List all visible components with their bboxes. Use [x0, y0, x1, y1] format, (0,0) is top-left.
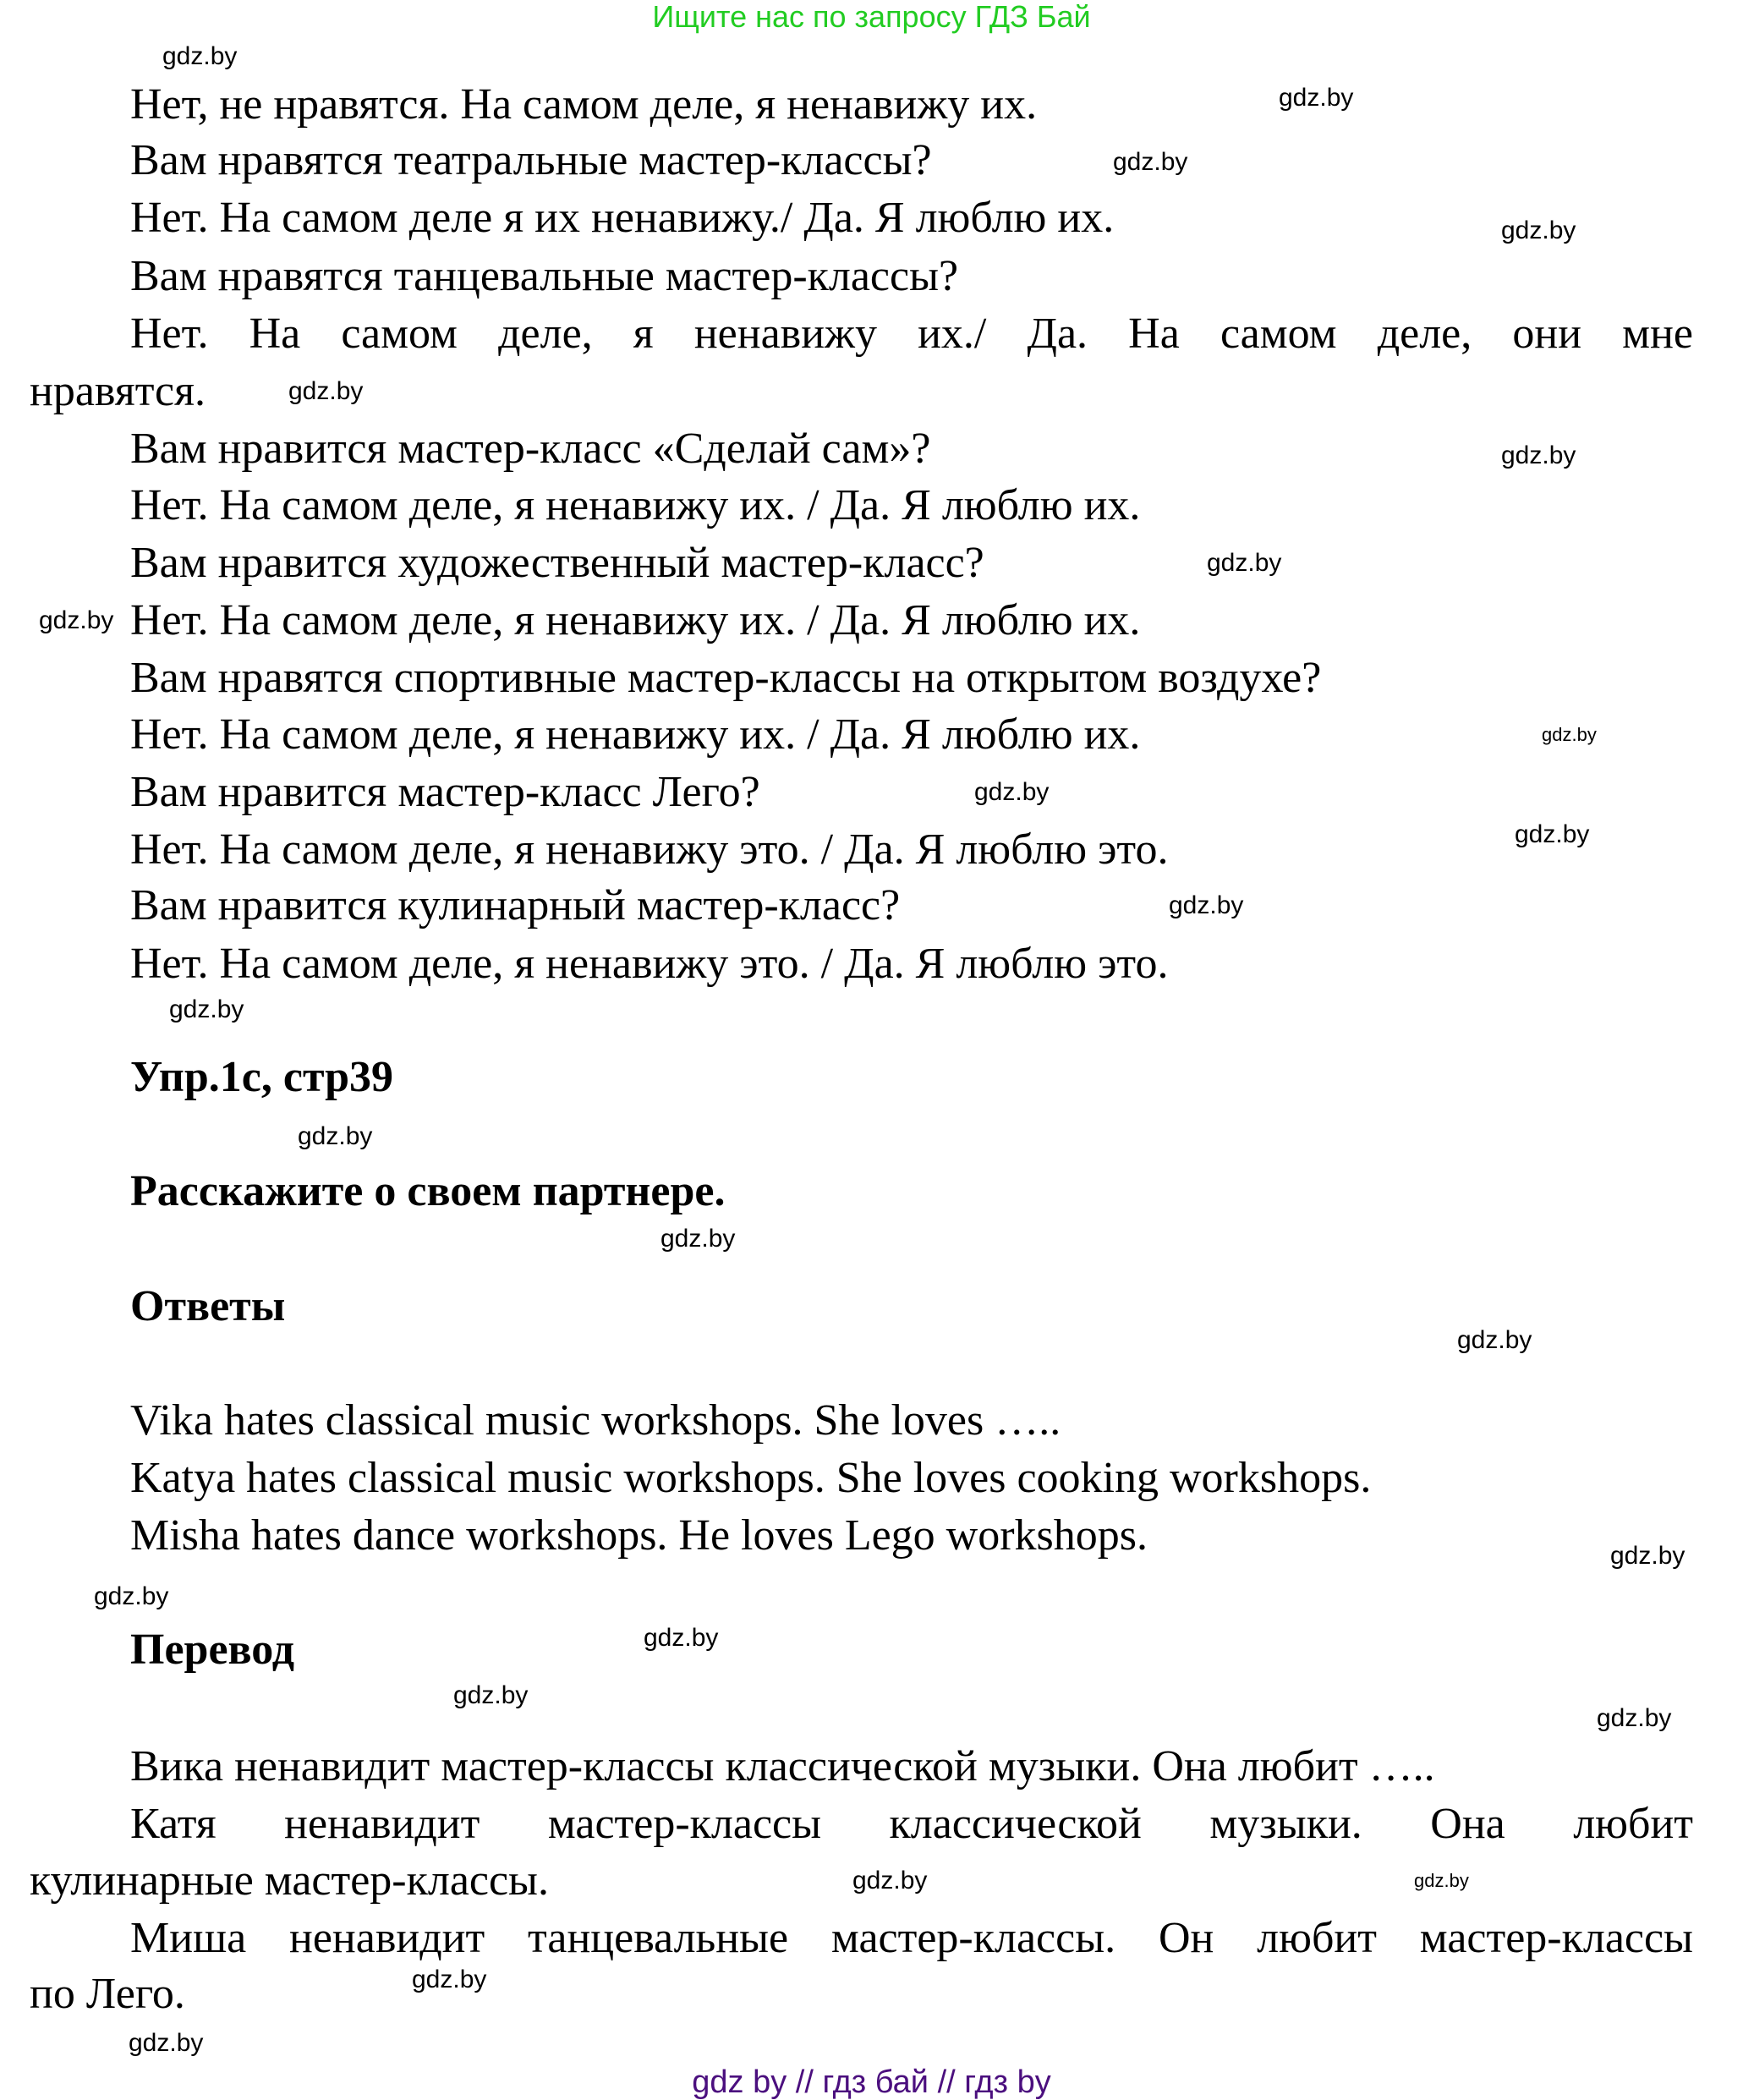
header-banner[interactable]: Ищите нас по запросу ГДЗ Бай	[652, 0, 1091, 34]
translation-line: Катя ненавидит мастер-классы классической музыки. Она любит	[130, 1800, 1693, 1848]
watermark-text: gdz.by	[288, 377, 364, 405]
exercise-title: Упр.1с, стр39	[130, 1053, 394, 1101]
watermark-text: gdz.by	[1169, 891, 1244, 919]
watermark-text: gdz.by	[1457, 1326, 1532, 1354]
watermark-text: gdz.by	[644, 1624, 719, 1652]
dialogue-line: Вам нравится мастер-класс «Сделай сам»?	[130, 425, 931, 473]
watermark-text: gdz.by	[1515, 820, 1590, 848]
watermark-text: gdz.by	[1501, 441, 1576, 469]
dialogue-line: Вам нравится кулинарный мастер-класс?	[130, 881, 901, 929]
dialogue-line: Вам нравятся танцевальные мастер-классы?	[130, 252, 959, 300]
watermark-text: gdz.by	[974, 778, 1050, 806]
watermark-text: gdz.by	[1597, 1704, 1672, 1732]
dialogue-line: нравятся.	[30, 367, 206, 415]
dialogue-line: Нет. На самом деле, я ненавижу их. / Да. Я люблю их.	[130, 710, 1141, 759]
dialogue-line: Вам нравятся театральные мастер-классы?	[130, 136, 932, 184]
watermark-text: gdz.by	[1113, 148, 1188, 176]
watermark-text: gdz.by	[169, 995, 244, 1023]
watermark-text: gdz.by	[298, 1122, 373, 1150]
watermark-text: gdz.by	[1414, 1870, 1469, 1891]
watermark-text: gdz.by	[162, 42, 238, 70]
dialogue-line: Нет. На самом деле, я ненавижу их. / Да. Я люблю их.	[130, 596, 1141, 644]
dialogue-line: Вам нравится художественный мастер-класс?	[130, 539, 984, 587]
watermark-text: gdz.by	[1207, 549, 1282, 577]
dialogue-line: Вам нравится мастер-класс Лего?	[130, 768, 760, 816]
dialogue-line: Нет. На самом деле я их ненавижу./ Да. Я люблю их.	[130, 194, 1115, 242]
watermark-text: gdz.by	[412, 1966, 487, 1993]
answer-line: Misha hates dance workshops. He loves Lego workshops.	[130, 1511, 1148, 1560]
watermark-text: gdz.by	[94, 1582, 169, 1610]
dialogue-line: Вам нравятся спортивные мастер-классы на открытом воздухе?	[130, 654, 1322, 702]
translation-heading: Перевод	[130, 1626, 295, 1674]
watermark-text: gdz.by	[852, 1867, 928, 1894]
translation-line: по Лего.	[30, 1970, 185, 2018]
answer-line: Vika hates classical music workshops. She loves …..	[130, 1396, 1061, 1445]
dialogue-line: Нет. На самом деле, я ненавижу это. / Да. Я люблю это.	[130, 825, 1169, 874]
watermark-text: gdz.by	[453, 1681, 529, 1709]
exercise-task: Расскажите о своем партнере.	[130, 1167, 726, 1215]
watermark-text: gdz.by	[1279, 84, 1354, 112]
footer-banner[interactable]: gdz by // гдз бай // гдз by	[692, 2064, 1051, 2100]
dialogue-line: Нет, не нравятся. На самом деле, я ненавижу их.	[130, 80, 1038, 129]
translation-line: Вика ненавидит мастер-классы классической музыки. Она любит …..	[130, 1742, 1435, 1790]
dialogue-line: Нет. На самом деле, я ненавижу их. / Да. Я люблю их.	[130, 481, 1141, 529]
answers-heading: Ответы	[130, 1282, 286, 1330]
dialogue-line: Нет. На самом деле, я ненавижу их./ Да. На самом деле, они мне	[130, 310, 1693, 358]
watermark-text: gdz.by	[39, 606, 114, 634]
watermark-text: gdz.by	[1610, 1542, 1685, 1570]
answer-line: Katya hates classical music workshops. She loves cooking workshops.	[130, 1454, 1372, 1502]
watermark-text: gdz.by	[1501, 217, 1576, 244]
translation-line: Миша ненавидит танцевальные мастер-классы. Он любит мастер-классы	[130, 1914, 1693, 1962]
dialogue-line: Нет. На самом деле, я ненавижу это. / Да. Я люблю это.	[130, 940, 1169, 988]
watermark-text: gdz.by	[129, 2029, 204, 2057]
watermark-text: gdz.by	[660, 1225, 736, 1253]
translation-line: кулинарные мастер-классы.	[30, 1856, 549, 1905]
watermark-text: gdz.by	[1542, 724, 1597, 745]
